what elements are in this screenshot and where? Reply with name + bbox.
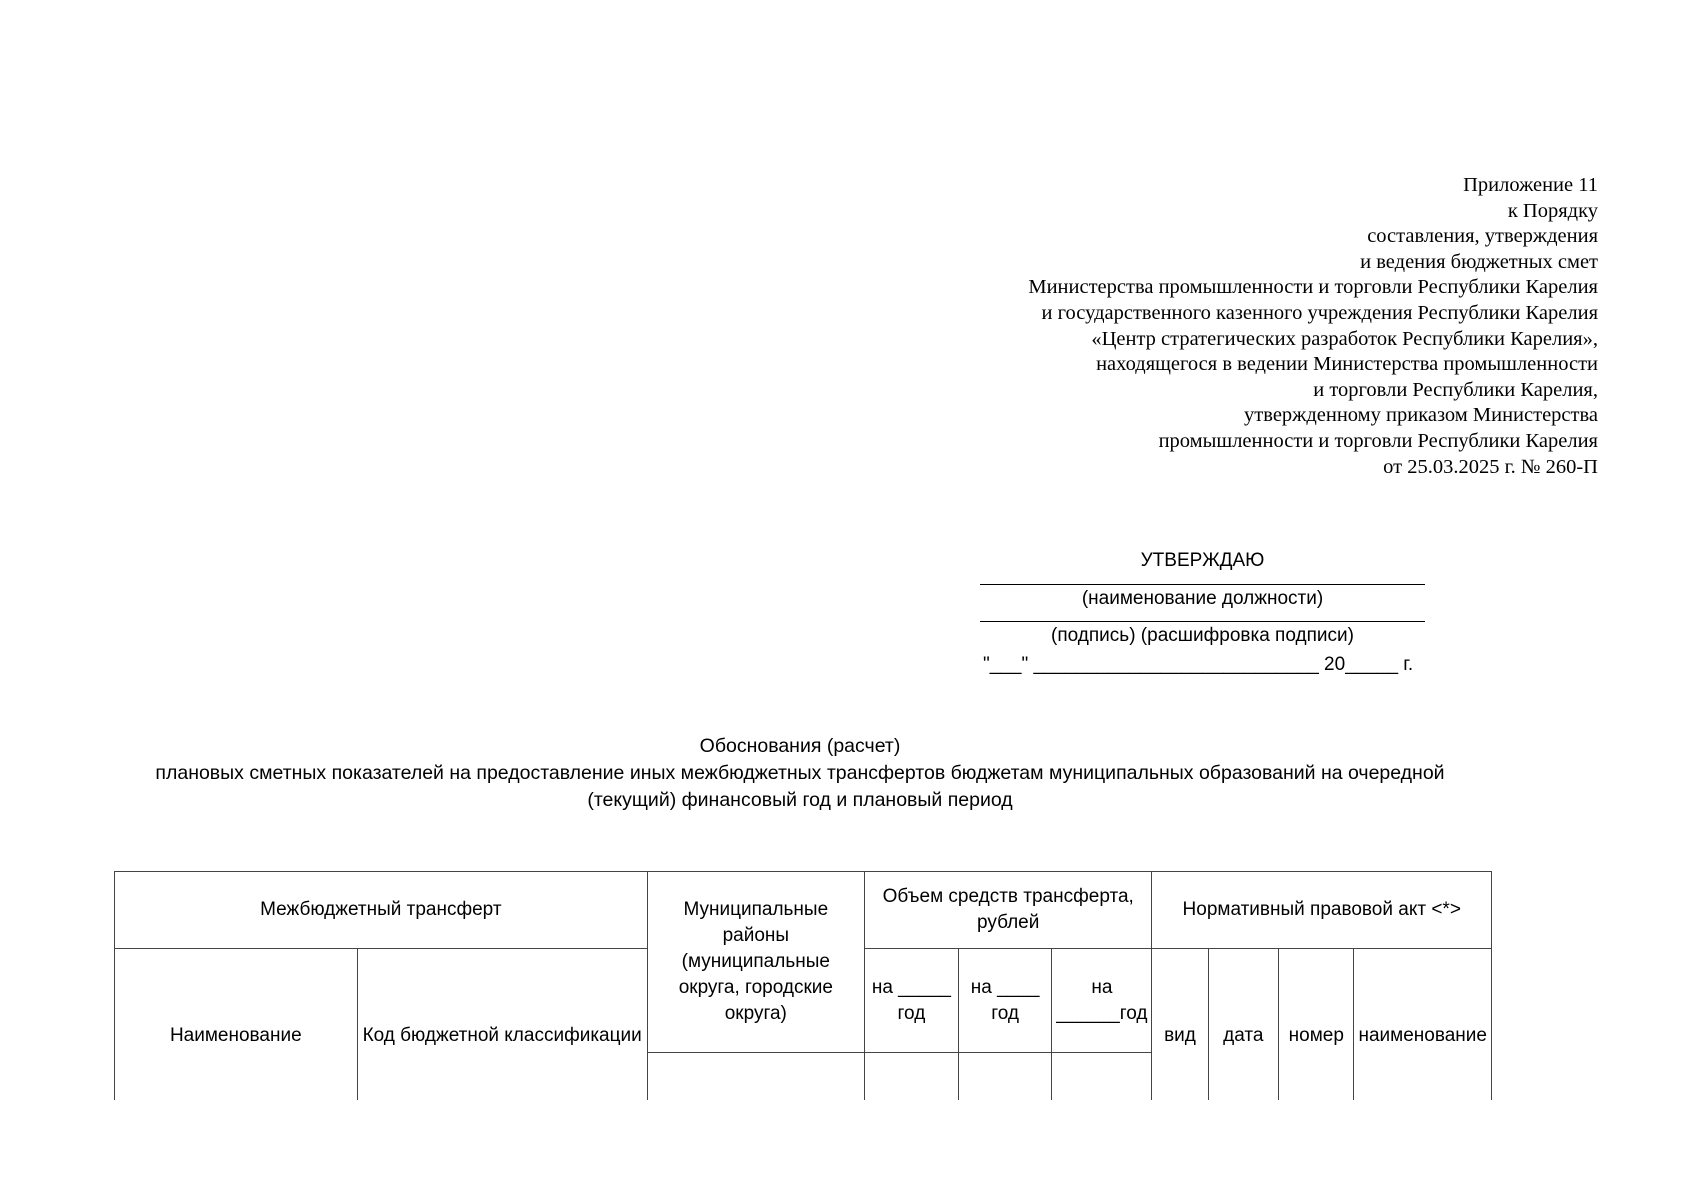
calculation-table-wrapper (114, 871, 1492, 1100)
table-cell (1052, 1053, 1152, 1101)
table-cell (647, 1053, 864, 1101)
approve-title: УТВЕРЖДАЮ (1140, 550, 1265, 571)
table-cell (958, 1053, 1051, 1101)
position-caption: (наименование должности) (1081, 588, 1324, 609)
approval-date-line: "___" ___________________________ 20_____ г. (983, 654, 1414, 675)
appendix-block (1028, 173, 1598, 480)
act-date-header: дата (1208, 949, 1279, 1101)
act-header: Нормативный правовой акт <*> (1152, 872, 1492, 949)
appendix-line: составления, утверждения (1367, 225, 1598, 248)
table-cell (864, 1053, 958, 1101)
appendix-line: к Порядку (1507, 199, 1598, 222)
municipal-header: Муниципальные районы (муниципальные округа, городские округа) (647, 872, 864, 1053)
heading-subtitle: плановых сметных показателей на предоставление иных межбюджетных трансфертов бюджетам муниципальных образований на очередной (текущий) финансовый год и плановый период (155, 762, 1445, 811)
year3-header: на ______год (1052, 949, 1152, 1053)
act-number-header: номер (1279, 949, 1354, 1101)
appendix-line: утвержденному приказом Министерства (1244, 404, 1598, 427)
approval-block (980, 548, 1425, 678)
appendix-line: и государственного казенного учреждения Республики Карелия (1041, 301, 1598, 324)
appendix-line: и торговли Республики Карелия, (1313, 378, 1598, 401)
appendix-line: Приложение 11 (1463, 174, 1598, 196)
appendix-line: «Центр стратегических разработок Республики Карелия», (1091, 327, 1598, 350)
appendix-line: промышленности и торговли Республики Карелия (1158, 429, 1598, 452)
act-type-header: вид (1152, 949, 1208, 1101)
heading-title: Обоснования (расчет) (699, 735, 901, 757)
name-column-header: Наименование (115, 949, 358, 1101)
appendix-line: от 25.03.2025 г. № 260-П (1383, 455, 1598, 478)
signature-caption: (подпись) (расшифровка подписи) (1051, 625, 1354, 646)
code-column-header: Код бюджетной классификации (357, 949, 647, 1101)
appendix-line: Министерства промышленности и торговли Республики Карелия (1028, 276, 1598, 299)
appendix-line: находящегося в ведении Министерства промышленности (1096, 353, 1598, 376)
transfer-header: Межбюджетный трансферт (115, 872, 648, 949)
volume-header: Объем средств трансферта, рублей (864, 872, 1152, 949)
year2-header: на ____ год (958, 949, 1051, 1053)
act-name-header: наименование (1354, 949, 1492, 1101)
calculation-table (114, 871, 1492, 1100)
appendix-line: и ведения бюджетных смет (1360, 250, 1598, 273)
year1-header: на _____ год (864, 949, 958, 1053)
document-heading (110, 733, 1490, 814)
